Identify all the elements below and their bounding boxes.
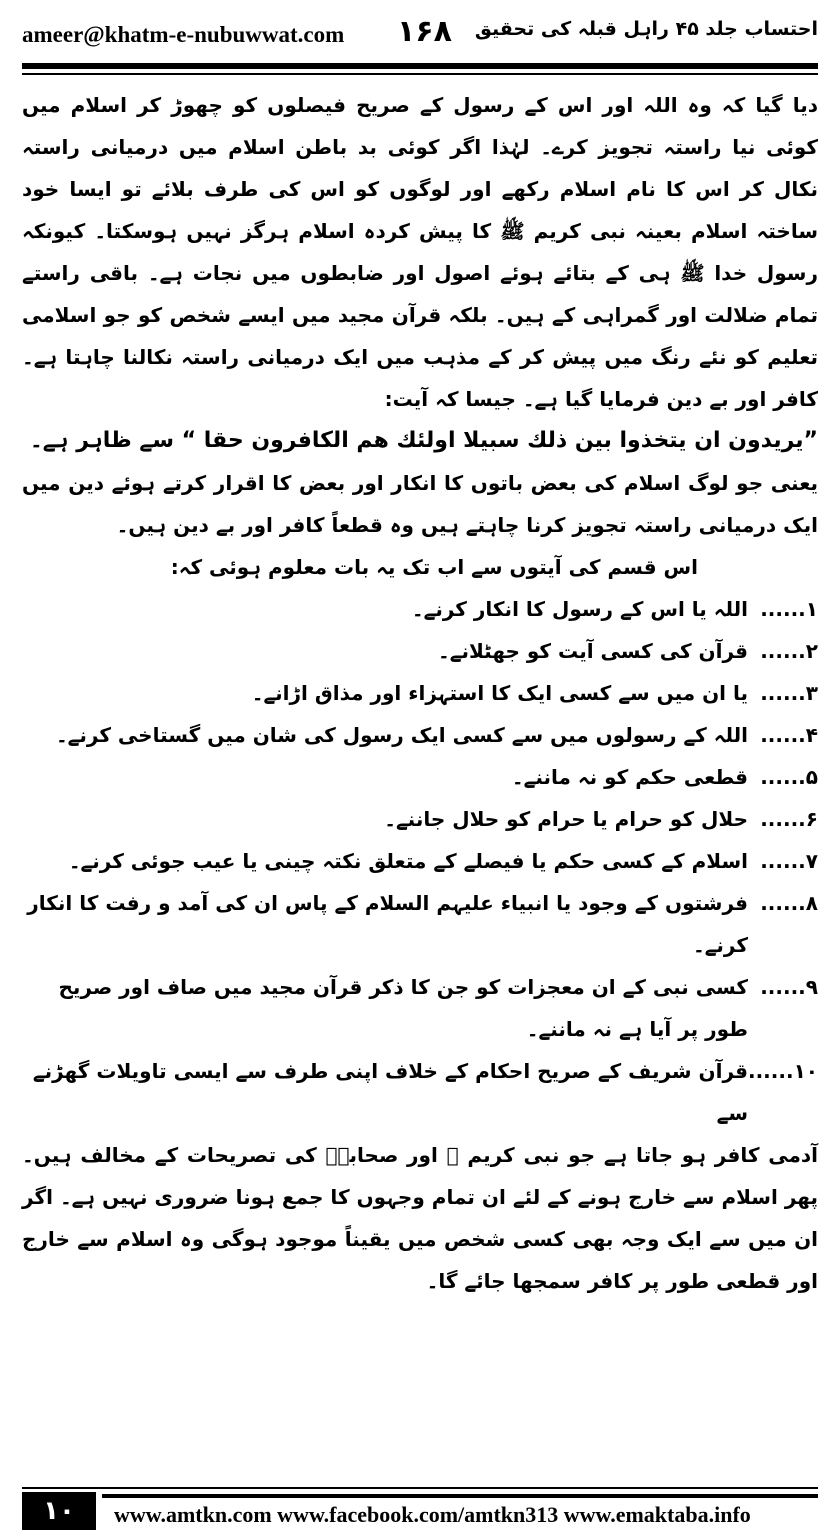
quran-quote: ”یریدون ان یتخذوا بین ذلك سبیلا اولئك هم الکافرون حقا “ سے ظاہر ہے۔: [29, 428, 818, 453]
list-item-text: اللہ کے رسولوں میں سے کسی ایک رسول کی شان میں گستاخی کرنے۔: [55, 723, 748, 747]
footer-rule-top: [22, 1487, 818, 1489]
list-item-number: ۲......: [760, 639, 818, 663]
list-item-number: ۳......: [760, 681, 818, 705]
conditions-list: [22, 588, 818, 1134]
header-page-number: ۱۶۸: [397, 14, 452, 49]
body-paragraph: دیا گیا کہ وہ اللہ اور اس کے رسول کے صریح فیصلوں کو چھوڑ کر اسلام میں کوئی نیا راستہ تجویز کرے۔ لہٰذا اگر کوئی بد باطن اسلام میں درمیانی راستہ نکال کر اس کا نام اسلام رکھے اور لوگوں کو اس کی طرف بلائے تو ایسا خود ساختہ اسلام بعینہ نبی کریم ﷺ کا پیش کردہ اسلام ہرگز نہیں ہوسکتا۔ کیونکہ رسول خدا ﷺ ہی کے بتائے ہوئے اصول اور ضابطوں میں نجات ہے۔ باقی راستے تمام ضلالت اور گمراہی کے ہیں۔ بلکہ قرآن مجید میں ایسے شخص کو جو اسلامی تعلیم کو نئے رنگ میں پیش کر کے مذہب میں ایک درمیانی راستہ نکالنا چاہتا ہے۔ کافر اور بے دین فرمایا گیا ہے۔ جیسا کہ آیت:: [22, 93, 818, 411]
footer-rule: [102, 1494, 818, 1498]
header-rule-thin: [22, 73, 818, 75]
list-item: [22, 798, 818, 840]
list-item-number: ۵......: [760, 765, 818, 789]
list-item-number: ۱......: [760, 597, 818, 621]
list-item: [22, 882, 818, 966]
list-item-number: ۹......: [760, 975, 818, 999]
list-item-number: ۸......: [760, 891, 818, 915]
list-item-number: ۱۰......: [747, 1059, 818, 1083]
list-item: [22, 1050, 818, 1134]
list-item: [22, 672, 818, 714]
list-item-number: ۶......: [760, 807, 818, 831]
list-item-text: یا ان میں سے کسی ایک کا استہزاء اور مذاق اڑانے۔: [251, 681, 748, 705]
list-item: [22, 714, 818, 756]
header-rule-thick: [22, 63, 818, 69]
closing-paragraph: آدمی کافر ہو جاتا ہے جو نبی کریم ﷺ اور صحابہؓ کی تصریحات کے مخالف ہیں۔ پھر اسلام سے خارج ہونے کے لئے ان تمام وجہوں کا جمع ہونا ضروری نہیں ہے۔ اگر ان میں سے ایک وجہ بھی کسی شخص میں یقیناً موجود ہوگی وہ اسلام سے خارج اور قطعی طور پر کافر سمجھا جائے گا۔: [22, 1143, 818, 1293]
list-item-text: قرآن کی کسی آیت کو جھٹلانے۔: [438, 639, 748, 663]
list-item-text: اسلام کے کسی حکم یا فیصلے کے متعلق نکتہ چینی یا عیب جوئی کرنے۔: [68, 849, 748, 873]
list-item: [22, 630, 818, 672]
list-item-text: فرشتوں کے وجود یا انبیاء علیہم السلام کے پاس ان کی آمد و رفت کا انکار کرنے۔: [27, 891, 748, 957]
list-item-text: اللہ یا اس کے رسول کا انکار کرنے۔: [411, 597, 748, 621]
page-header: [22, 10, 818, 58]
list-item-text: قطعی حکم کو نہ ماننے۔: [511, 765, 748, 789]
list-item-number: ۷......: [760, 849, 818, 873]
after-quote-paragraph: یعنی جو لوگ اسلام کی بعض باتوں کا انکار اور بعض کا اقرار کرتے ہوئے دین میں ایک درمیانی راستہ تجویز کرنا چاہتے ہیں وہ قطعاً کافر اور بے دین ہیں۔: [22, 471, 818, 537]
page-footer: [22, 1492, 818, 1532]
page-content: [22, 84, 818, 1302]
list-item-number: ۴......: [760, 723, 818, 747]
list-item-text: قرآن شریف کے صریح احکام کے خلاف اپنی طرف سے ایسی تاویلات گھڑنے سے: [32, 1059, 748, 1125]
list-item: [22, 840, 818, 882]
header-email[interactable]: ameer@khatm-e-nubuwwat.com: [22, 22, 345, 47]
list-item-text: حلال کو حرام یا حرام کو حلال جاننے۔: [384, 807, 748, 831]
list-item: [22, 588, 818, 630]
footer-page-number: ۱۰: [22, 1492, 96, 1530]
list-item: [22, 756, 818, 798]
list-item-text: کسی نبی کے ان معجزات کو جن کا ذکر قرآن مجید میں صاف اور صریح طور پر آیا ہے نہ ماننے۔: [58, 975, 748, 1041]
header-title: احتساب جلد ۴۵ راہل قبلہ کی تحقیق: [474, 18, 818, 40]
footer-links[interactable]: www.amtkn.com www.facebook.com/amtkn313 www.emaktaba.info: [114, 1502, 751, 1527]
list-item: [22, 966, 818, 1050]
list-intro: اس قسم کی آیتوں سے اب تک یہ بات معلوم ہوئی کہ:: [170, 555, 698, 579]
